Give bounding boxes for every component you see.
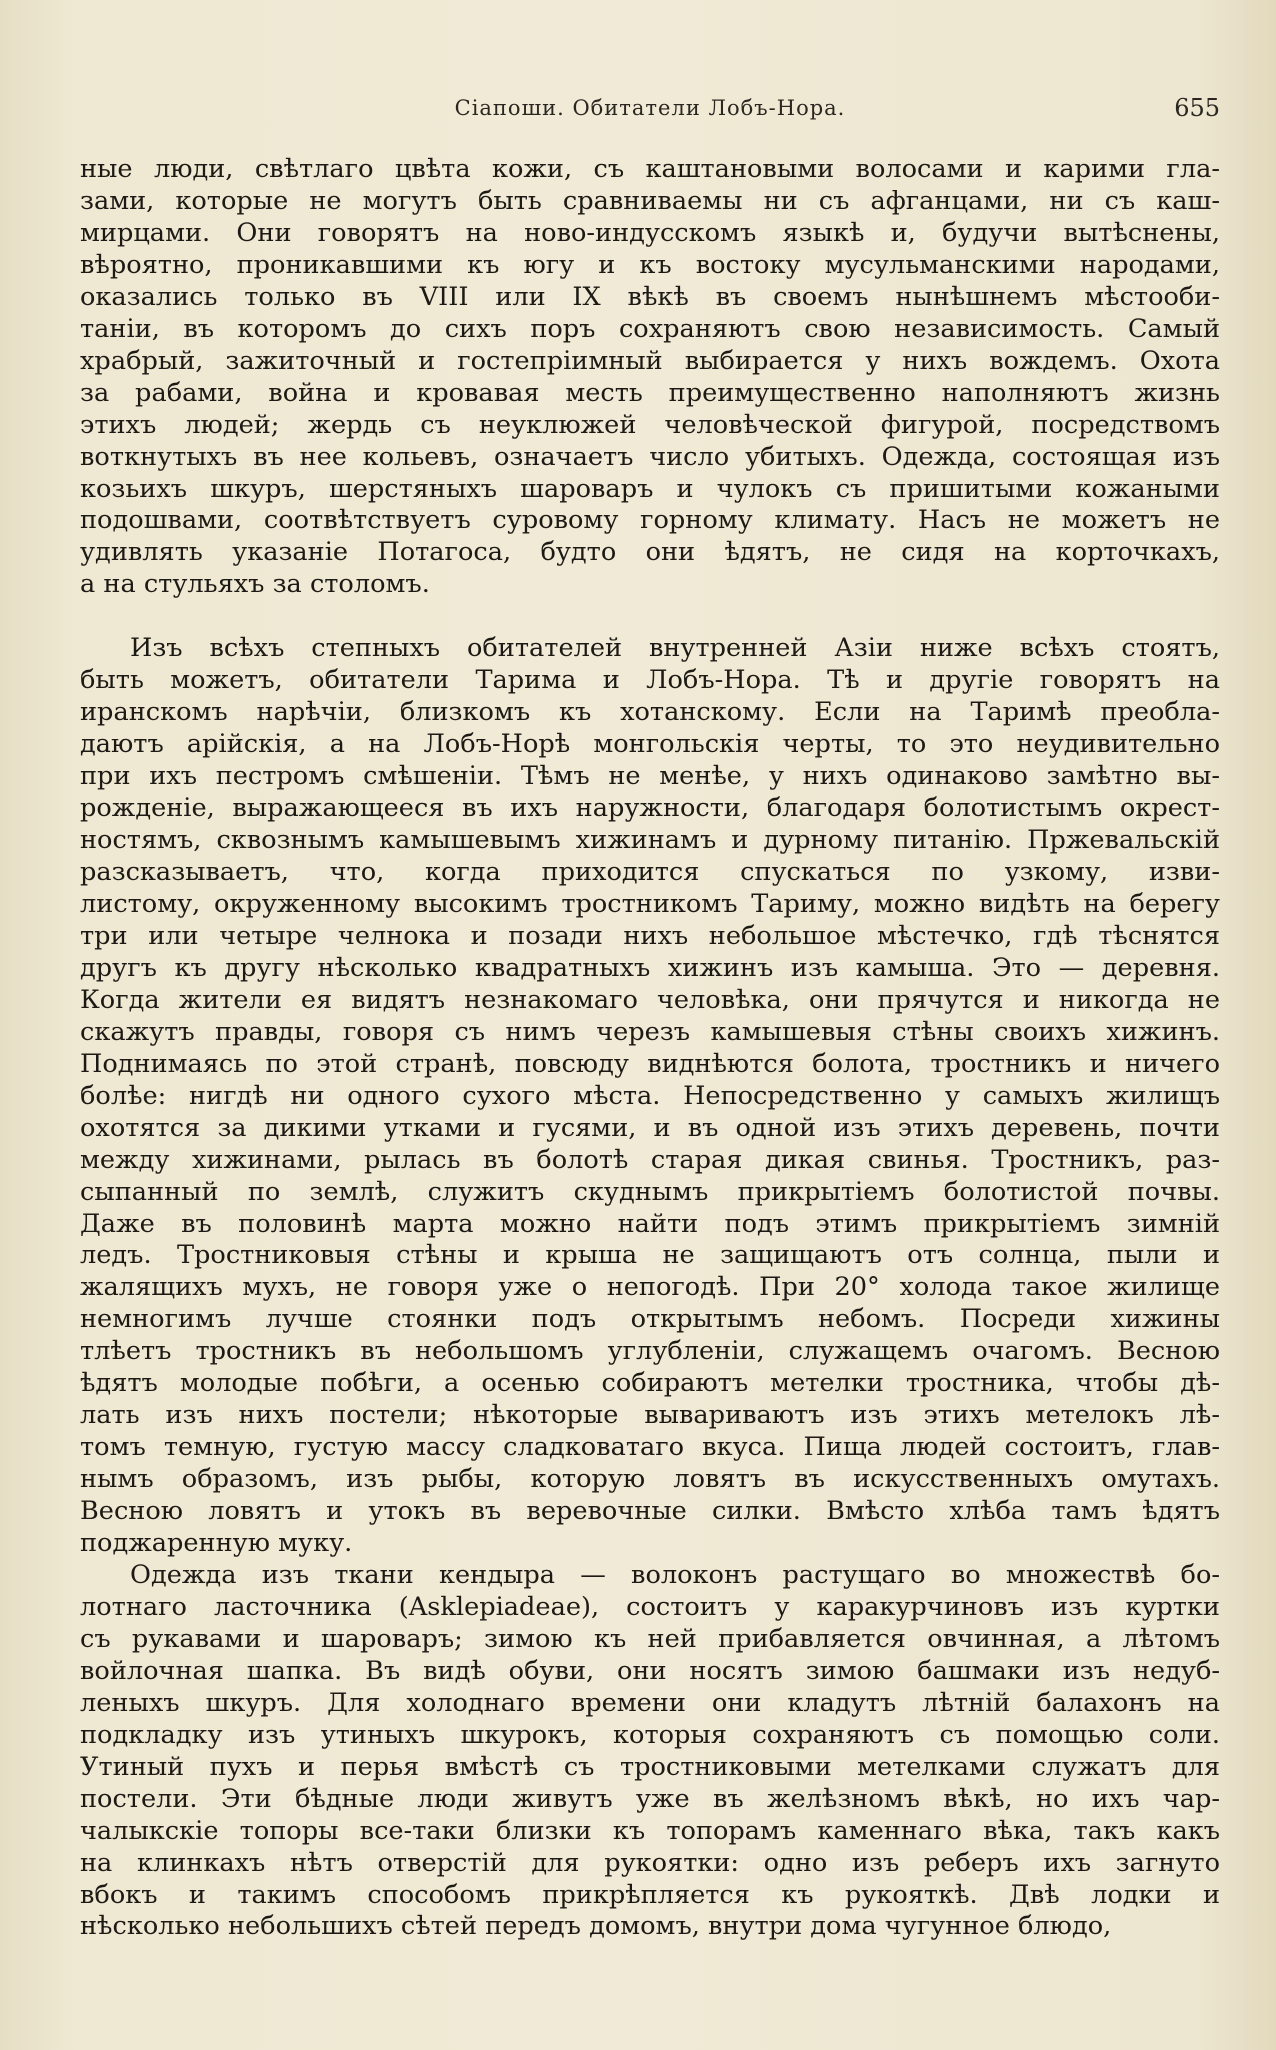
text-line: вбокъ и такимъ способомъ прикрѣпляется къ рукояткѣ. Двѣ лодки и [80,1879,1220,1910]
text-line: быть можетъ, обитатели Тарима и Лобъ-Нора. Тѣ и другіе говорятъ на [80,665,1220,696]
text-line: подошвами, соотвѣтствуетъ суровому горному климату. Насъ не можетъ не [80,505,1220,536]
text-line: между хижинами, рылась въ болотѣ старая дикая свинья. Тростникъ, раз- [80,1144,1220,1175]
text-line: ностямъ, сквознымъ камышевымъ хижинамъ и дурному питанію. Пржевальскій [80,825,1220,856]
text-line: козьихъ шкуръ, шерстяныхъ шароваръ и чулокъ съ пришитыми кожаными [80,473,1220,504]
text-line: разсказываетъ, что, когда приходится спускаться по узкому, изви- [80,857,1220,888]
text-line: даютъ арійскія, а на Лобъ-Норѣ монгольскія черты, то это неудивительно [80,729,1220,760]
text-line: Даже въ половинѣ марта можно найти подъ этимъ прикрытіемъ зимній [80,1208,1220,1239]
paragraph [80,633,1220,1560]
page-body [80,154,1220,1943]
text-line: войлочная шапка. Въ видѣ обуви, они носятъ зимою башмаки изъ недуб- [80,1655,1220,1686]
page-number: 655 [1174,94,1220,122]
text-line: нымъ образомъ, изъ рыбы, которую ловятъ въ искусственныхъ омутахъ. [80,1464,1220,1495]
text-line: Поднимаясь по этой странѣ, повсюду виднѣются болота, тростникъ и ничего [80,1048,1220,1079]
text-line: ледъ. Тростниковыя стѣны и крыша не защищаютъ отъ солнца, пыли и [80,1240,1220,1271]
text-line: оказались только въ VIII или IX вѣкѣ въ своемъ нынѣшнемъ мѣстооби- [80,281,1220,312]
text-line: таніи, въ которомъ до сихъ поръ сохраняютъ свою независимость. Самый [80,313,1220,344]
text-line: а на стульяхъ за столомъ. [80,569,430,600]
text-line: лотнаго ласточника (Asklepiadeae), состоитъ у каракурчиновъ изъ куртки [80,1591,1220,1622]
text-line: жалящихъ мухъ, не говоря уже о непогодѣ. При 20° холода такое жилище [80,1272,1220,1303]
text-line: подкладку изъ утиныхъ шкурокъ, которыя сохраняютъ съ помощью соли. [80,1719,1220,1750]
text-line: чалыкскіе топоры все-таки близки къ топорамъ каменнаго вѣка, такъ какъ [80,1815,1220,1846]
text-line: постели. Эти бѣдные люди живутъ уже въ желѣзномъ вѣкѣ, но ихъ чар- [80,1783,1220,1814]
text-line: охотятся за дикими утками и гусями, и въ одной изъ этихъ деревень, почти [80,1112,1220,1143]
paragraph [80,1560,1220,1943]
text-line: болѣе: нигдѣ ни одного сухого мѣста. Непосредственно у самыхъ жилищъ [80,1080,1220,1111]
text-line: лать изъ нихъ постели; нѣкоторые вывариваютъ изъ этихъ метелокъ лѣ- [80,1400,1220,1431]
page-header [80,92,1220,132]
text-line: Утиный пухъ и перья вмѣстѣ съ тростниковыми метелками служатъ для [80,1751,1220,1782]
text-line: нѣсколько небольшихъ сѣтей передъ домомъ, внутри дома чугунное блюдо, [80,1911,1112,1942]
text-line: съ рукавами и шароваръ; зимою къ ней прибавляется овчинная, а лѣтомъ [80,1623,1220,1654]
text-line: скажутъ правды, говоря съ нимъ черезъ камышевыя стѣны своихъ хижинъ. [80,1016,1220,1047]
text-line: мирцами. Они говорятъ на ново-индусскомъ языкѣ и, будучи вытѣснены, [80,217,1220,248]
text-line: листому, окруженному высокимъ тростникомъ Тариму, можно видѣть на берегу [80,888,1220,919]
text-line: удивлять указаніе Потагоса, будто они ѣдятъ, не сидя на корточкахъ, [80,537,1220,568]
text-line: за рабами, война и кровавая месть преимущественно наполняютъ жизнь [80,377,1220,408]
text-line: зами, которые не могутъ быть сравниваемы ни съ афганцами, ни съ каш- [80,185,1220,216]
text-line: Когда жители ея видятъ незнакомаго человѣка, они прячутся и никогда не [80,984,1220,1015]
text-line: другъ къ другу нѣсколько квадратныхъ хижинъ изъ камыша. Это — деревня. [80,952,1220,983]
text-line: Изъ всѣхъ степныхъ обитателей внутренней Азіи ниже всѣхъ стоятъ, [130,633,1220,664]
text-line: Весною ловятъ и утокъ въ веревочные силки. Вмѣсто хлѣба тамъ ѣдятъ [80,1496,1220,1527]
text-line: сыпанный по землѣ, служитъ скуднымъ прикрытіемъ болотистой почвы. [80,1176,1220,1207]
text-line: ѣдятъ молодые побѣги, а осенью собираютъ метелки тростника, чтобы дѣ- [80,1368,1220,1399]
text-line: при ихъ пестромъ смѣшеніи. Тѣмъ не менѣе, у нихъ одинаково замѣтно вы- [80,761,1220,792]
text-line: на клинкахъ нѣтъ отверстій для рукоятки: одно изъ реберъ ихъ загнуто [80,1847,1220,1878]
text-line: тлѣетъ тростникъ въ небольшомъ углубленіи, служащемъ очагомъ. Весною [80,1336,1220,1367]
running-title: Сіапоши. Обитатели Лобъ-Нора. [454,96,846,120]
text-line: ные люди, свѣтлаго цвѣта кожи, съ каштановыми волосами и карими гла- [80,154,1220,184]
text-line: храбрый, зажиточный и гостепріимный выбирается у нихъ вождемъ. Охота [80,345,1220,376]
text-line: Одежда изъ ткани кендыра — волоконъ растущаго во множествѣ бо- [130,1559,1220,1590]
text-line: этихъ людей; жердь съ неуклюжей человѣческой фигурой, посредствомъ [80,409,1220,440]
text-line: поджаренную муку. [80,1528,353,1559]
text-line: три или четыре челнока и позади нихъ небольшое мѣстечко, гдѣ тѣснятся [80,920,1220,951]
text-line: вѣроятно, проникавшими къ югу и къ востоку мусульманскими народами, [80,249,1220,280]
text-line: воткнутыхъ въ нее кольевъ, означаетъ число убитыхъ. Одежда, состоящая изъ [80,441,1220,472]
text-line: иранскомъ нарѣчіи, близкомъ къ хотанскому. Если на Таримѣ преобла- [80,697,1220,728]
text-line: томъ темную, густую массу сладковатаго вкуса. Пища людей состоитъ, глав- [80,1432,1220,1463]
paragraph [80,154,1220,601]
text-line: леныхъ шкуръ. Для холоднаго времени они кладутъ лѣтній балахонъ на [80,1687,1220,1718]
text-line: рожденіе, выражающееся въ ихъ наружности, благодаря болотистымъ окрест- [80,793,1220,824]
text-line: немногимъ лучше стоянки подъ открытымъ небомъ. Посреди хижины [80,1304,1220,1335]
